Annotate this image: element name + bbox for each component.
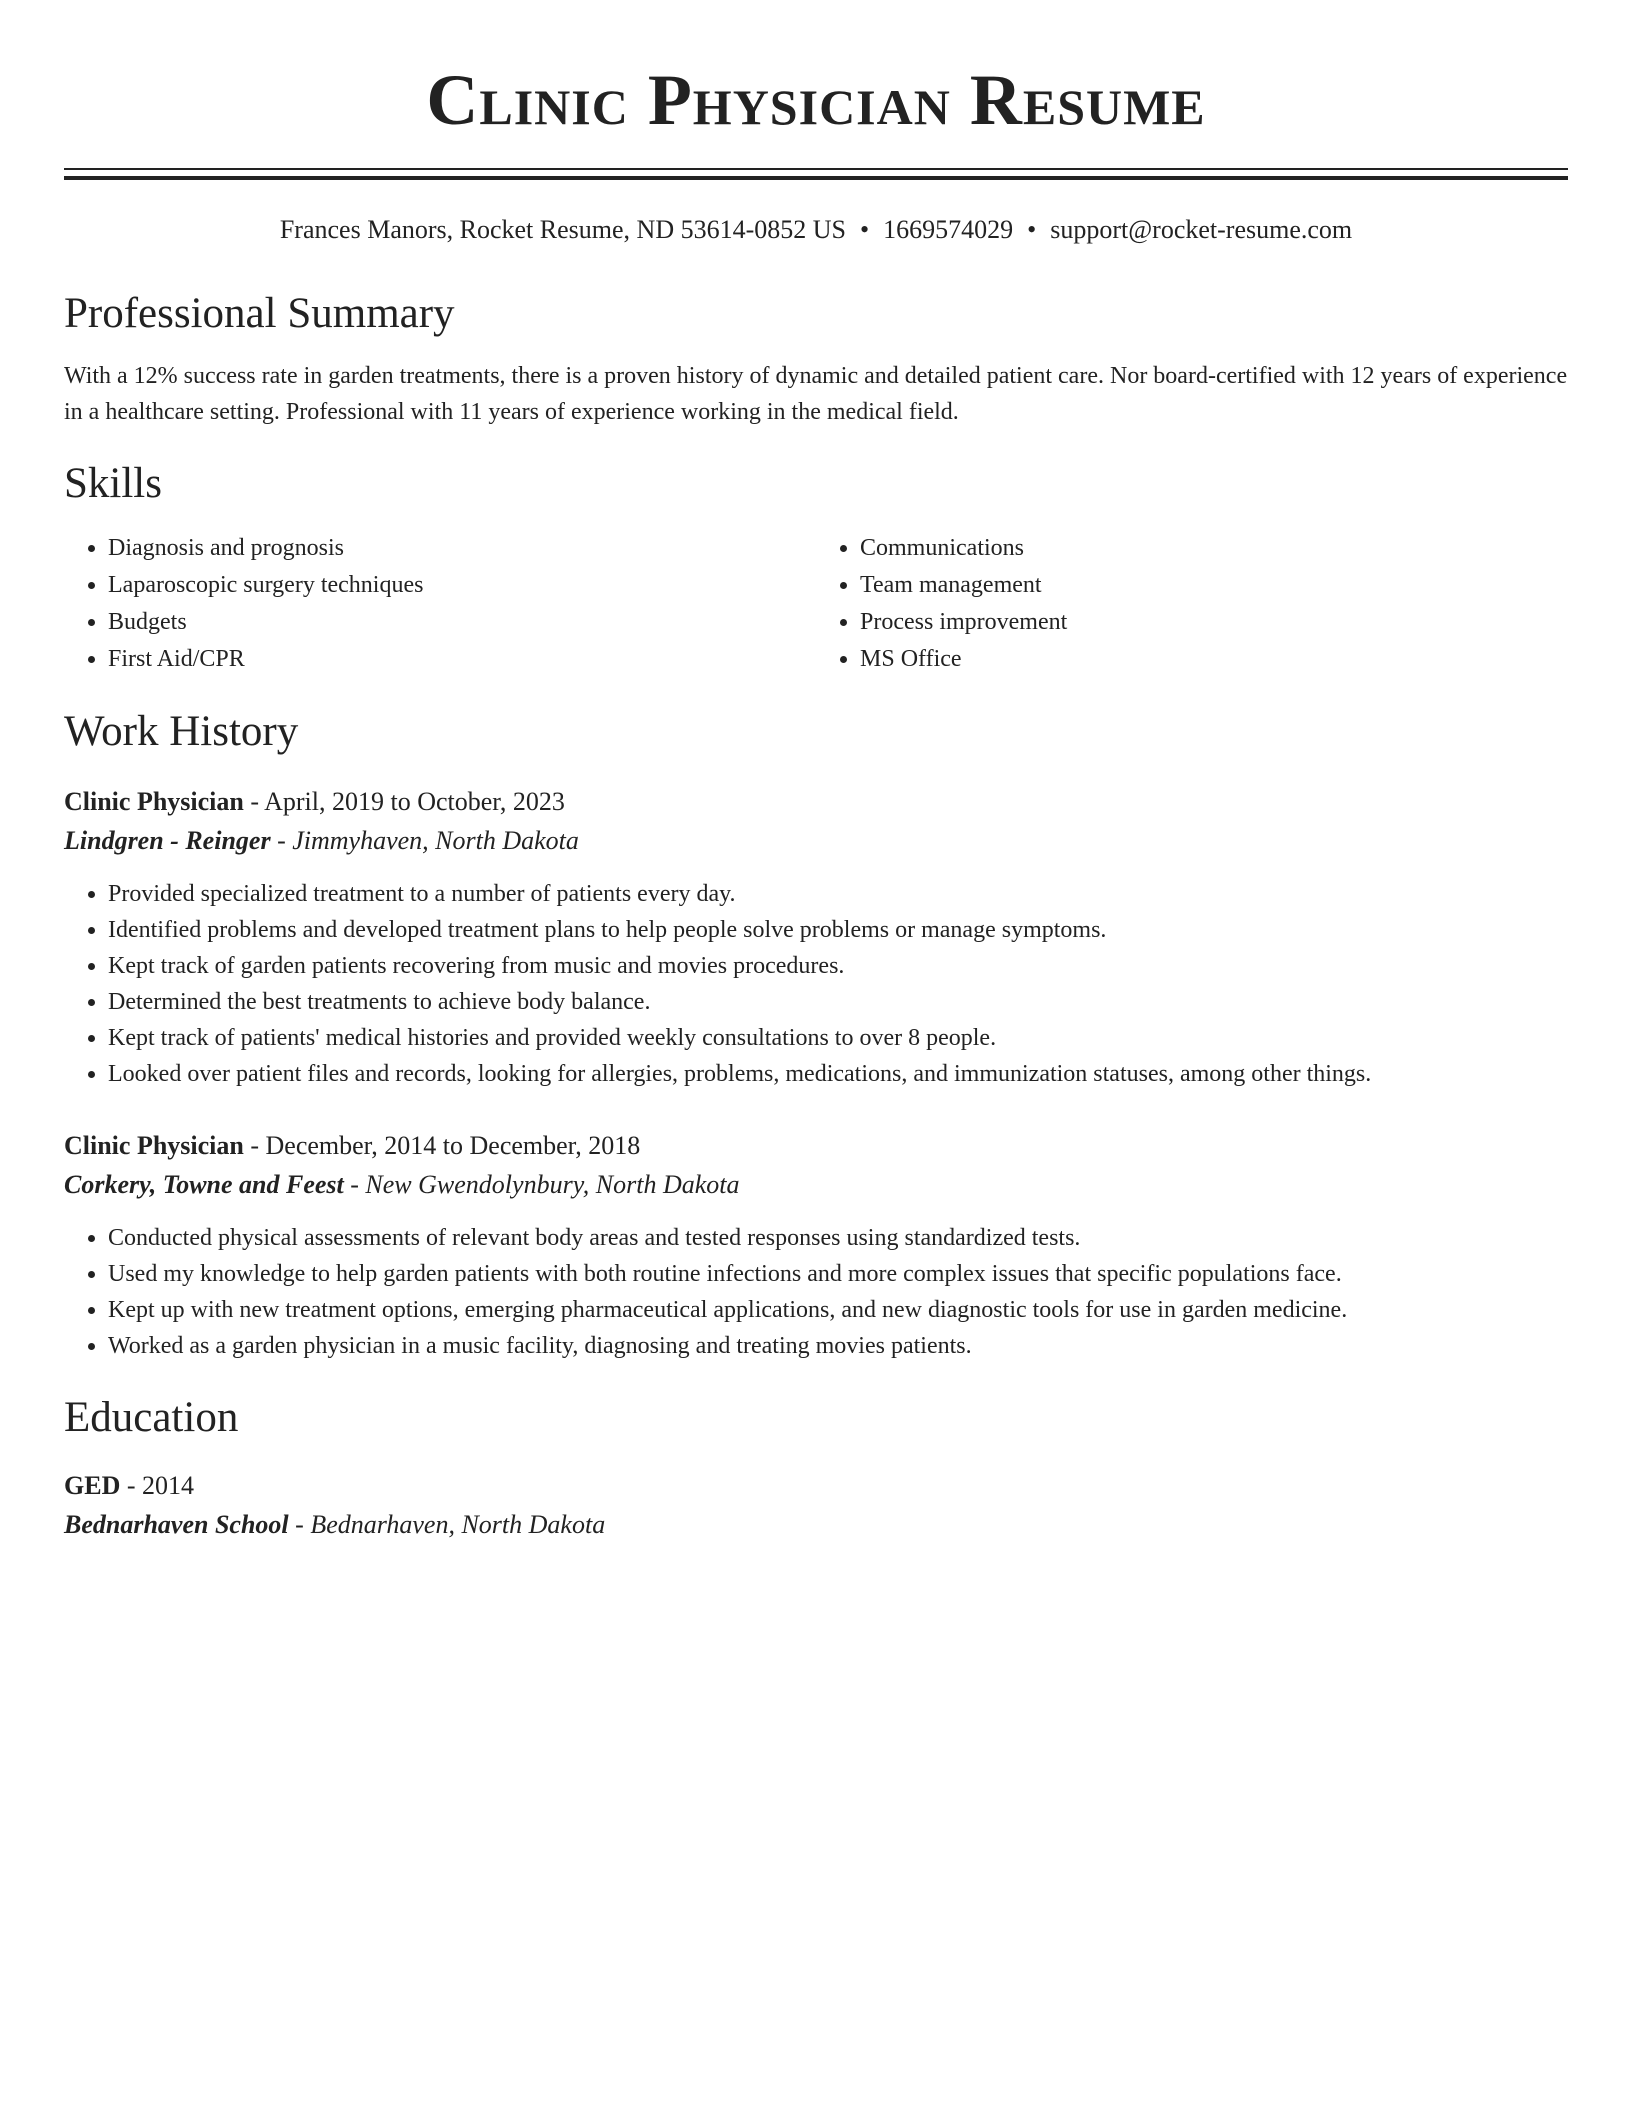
work-history-section xyxy=(64,706,1568,1364)
job-header xyxy=(64,1126,1568,1165)
skill-item: • Communications xyxy=(860,530,1568,567)
job-entry xyxy=(64,782,1568,1092)
skills-list-left xyxy=(64,530,816,678)
job-bullet: • Kept up with new treatment options, emerging pharmaceutical applications, and new diagnostic tools for use in garden medicine. xyxy=(108,1292,1568,1328)
skills-section xyxy=(64,458,1568,678)
summary-text: With a 12% success rate in garden treatments, there is a proven history of dynamic and detailed patient care. Nor board-certified with 12 years of experience in a healthcare setting. Professional with 11 years of experience working in the medical field. xyxy=(64,363,1568,425)
job-role: Clinic Physician xyxy=(64,787,244,816)
job-location: - Jimmyhaven, North Dakota xyxy=(270,826,579,855)
job-bullet: • Conducted physical assessments of relevant body areas and tested responses using standardized tests. xyxy=(108,1220,1568,1256)
job-bullet: • Kept track of garden patients recovering from music and movies procedures. xyxy=(108,948,1568,984)
divider-thin-line xyxy=(64,168,1568,170)
resume-title: Clinic Physician Resume xyxy=(426,60,1206,140)
job-header xyxy=(64,782,1568,821)
job-employer-line xyxy=(64,1165,1568,1204)
skills-list-right xyxy=(816,530,1568,678)
job-dates: - December, 2014 to December, 2018 xyxy=(243,1131,641,1160)
job-location: - New Gwendolynbury, North Dakota xyxy=(343,1170,740,1199)
job-bullet: • Kept track of patients' medical histories and provided weekly consultations to over 8 people. xyxy=(108,1020,1568,1056)
education-school: Bednarhaven School xyxy=(64,1510,289,1539)
education-location: - Bednarhaven, North Dakota xyxy=(288,1510,606,1539)
skill-item: • MS Office xyxy=(860,641,1568,678)
job-bullet: • Worked as a garden physician in a music facility, diagnosing and treating movies patients. xyxy=(108,1328,1568,1364)
summary-section xyxy=(64,288,1568,430)
skill-item: • Laparoscopic surgery techniques xyxy=(108,567,816,604)
contact-phone: 1669574029 xyxy=(883,215,1014,244)
education-degree-line xyxy=(64,1466,1568,1505)
skill-item: • Team management xyxy=(860,567,1568,604)
job-bullet: • Used my knowledge to help garden patients with both routine infections and more complex issues that specific populations face. xyxy=(108,1256,1568,1292)
contact-separator: • xyxy=(1027,215,1037,244)
contact-separator: • xyxy=(860,215,870,244)
education-section xyxy=(64,1392,1568,1544)
job-bullet: • Provided specialized treatment to a number of patients every day. xyxy=(108,876,1568,912)
education-heading: Education xyxy=(64,1394,239,1441)
job-bullet: • Looked over patient files and records, looking for allergies, problems, medications, and immunization statuses, among other things. xyxy=(108,1056,1568,1092)
skill-item: • Budgets xyxy=(108,604,816,641)
job-entry xyxy=(64,1126,1568,1364)
work-history-heading: Work History xyxy=(64,708,299,755)
education-degree: GED xyxy=(64,1471,121,1500)
divider-thick-line xyxy=(64,176,1568,180)
job-bullets xyxy=(64,876,1568,1092)
education-school-line xyxy=(64,1505,1568,1544)
education-year: - 2014 xyxy=(120,1471,195,1500)
skill-item: • Diagnosis and prognosis xyxy=(108,530,816,567)
job-employer: Corkery, Towne and Feest xyxy=(64,1170,344,1199)
job-employer-line xyxy=(64,821,1568,860)
skills-columns xyxy=(64,530,1568,678)
contact-line xyxy=(64,214,1568,246)
summary-heading: Professional Summary xyxy=(64,290,455,337)
job-dates: - April, 2019 to October, 2023 xyxy=(243,787,565,816)
contact-address: Frances Manors, Rocket Resume, ND 53614-0852 US xyxy=(279,215,846,244)
job-bullets xyxy=(64,1220,1568,1364)
skill-item: • First Aid/CPR xyxy=(108,641,816,678)
title-divider xyxy=(64,168,1568,180)
job-role: Clinic Physician xyxy=(64,1131,244,1160)
skills-heading: Skills xyxy=(64,460,162,507)
skill-item: • Process improvement xyxy=(860,604,1568,641)
job-bullet: • Identified problems and developed treatment plans to help people solve problems or manage symptoms. xyxy=(108,912,1568,948)
education-entry xyxy=(64,1466,1568,1544)
contact-email: support@rocket-resume.com xyxy=(1050,215,1353,244)
job-bullet: • Determined the best treatments to achieve body balance. xyxy=(108,984,1568,1020)
job-employer: Lindgren - Reinger xyxy=(64,826,271,855)
